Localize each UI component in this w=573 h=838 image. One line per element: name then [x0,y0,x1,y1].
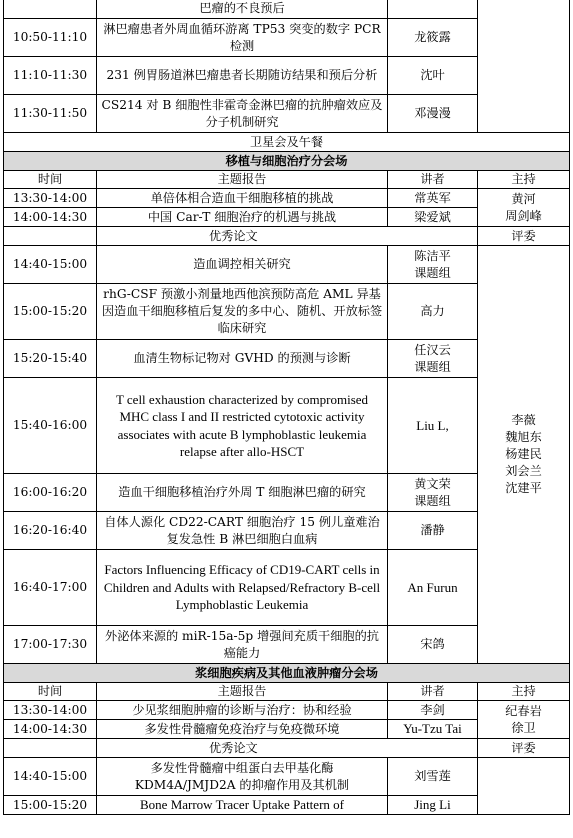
time-cell: 10:50-11:10 [4,19,97,57]
speaker-cell: An Furun [388,550,478,626]
time-cell: 15:40-16:00 [4,378,97,474]
col-header-host: 主持 [478,171,570,189]
table-row [4,189,570,208]
time-cell: 17:00-17:30 [4,626,97,664]
time-cell: 16:40-17:00 [4,550,97,626]
speaker-cell: 李剑 [388,701,478,720]
lunch-row [4,133,570,152]
report-title: 231 例胃肠道淋巴瘤患者长期随访结果和预后分析 [97,57,388,95]
paper-title: 血清生物标记物对 GVHD 的预测与诊断 [97,340,388,378]
paper-title: 自体人源化 CD22-CART 细胞治疗 15 例儿童难治复发急性 B 淋巴细胞白血病 [97,512,388,550]
paper-title: 造血干细胞移植治疗外周 T 细胞淋巴瘤的研究 [97,474,388,512]
col-header-time: 时间 [4,171,97,189]
report-title: 中国 Car-T 细胞治疗的机遇与挑战 [97,208,388,227]
host-names: 黄河 周剑峰 [478,189,570,227]
time-cell: 11:10-11:30 [4,57,97,95]
judge-names: 李薇 魏旭东 杨建民 刘会兰 沈建平 [478,246,570,664]
section-title: 浆细胞疾病及其他血液肿瘤分会场 [4,664,570,683]
speaker-cell: Yu-Tzu Tai [388,720,478,739]
column-header-row [4,171,570,189]
time-cell: 15:00-15:20 [4,796,97,815]
paper-title: Bone Marrow Tracer Uptake Pattern of [97,796,388,815]
speaker-cell: 陈洁平 课题组 [388,246,478,284]
speaker-cell: Jing Li [388,796,478,815]
table-row [4,0,570,19]
papers-label: 优秀论文 [97,739,478,758]
column-header-row [4,683,570,701]
col-header-host: 主持 [478,683,570,701]
speaker-cell: 潘静 [388,512,478,550]
paper-title: Factors Influencing Efficacy of CD19-CART cells in Children and Adults with Relapsed/Refractory B-cell Lymphoblastic Leukemia [97,550,388,626]
speaker-cell: 常英军 [388,189,478,208]
speaker-cell: 高力 [388,284,478,340]
report-title: 多发性骨髓瘤免疫治疗与免疫微环境 [97,720,388,739]
time-cell: 13:30-14:00 [4,189,97,208]
section-title: 移植与细胞治疗分会场 [4,152,570,171]
col-header-time: 时间 [4,683,97,701]
report-title: CS214 对 B 细胞性非霍奇金淋巴瘤的抗肿瘤效应及分子机制研究 [97,95,388,133]
speaker-cell: Liu L, [388,378,478,474]
paper-title: 造血调控相关研究 [97,246,388,284]
paper-title: rhG-CSF 预激小剂量地西他滨预防高危 AML 异基因造血干细胞移植后复发的多中心、随机、开放标签临床研究 [97,284,388,340]
report-title: 淋巴瘤患者外周血循环游离 TP53 突变的数字 PCR 检测 [97,19,388,57]
section-header-row [4,152,570,171]
speaker-cell: 龙筱露 [388,19,478,57]
speaker-cell: 梁爱斌 [388,208,478,227]
report-title: 少见浆细胞肿瘤的诊断与治疗：协和经验 [97,701,388,720]
time-cell: 14:00-14:30 [4,720,97,739]
report-title: 单倍体相合造血干细胞移植的挑战 [97,189,388,208]
host-names: 纪春岩 徐卫 [478,701,570,739]
paper-title: 外泌体来源的 miR-15a-5p 增强间充质干细胞的抗癌能力 [97,626,388,664]
time-cell: 14:40-15:00 [4,758,97,796]
time-cell: 16:00-16:20 [4,474,97,512]
paper-title: 多发性骨髓瘤中组蛋白去甲基化酶 KDM4A/JMJD2A 的抑瘤作用及其机制 [97,758,388,796]
speaker-cell: 宋鸽 [388,626,478,664]
speaker-cell: 刘雪莲 [388,758,478,796]
judges-label: 评委 [478,227,570,246]
schedule-table [3,0,570,815]
col-header-speaker: 讲者 [388,171,478,189]
section-header-row [4,664,570,683]
speaker-cell: 邓漫漫 [388,95,478,133]
speaker-cell: 沈叶 [388,57,478,95]
col-header-topic: 主题报告 [97,683,388,701]
col-header-topic: 主题报告 [97,171,388,189]
speaker-cell: 任汉云 课题组 [388,340,478,378]
papers-label: 优秀论文 [97,227,478,246]
time-cell: 14:00-14:30 [4,208,97,227]
time-cell: 16:20-16:40 [4,512,97,550]
time-cell: 11:30-11:50 [4,95,97,133]
papers-label-row [4,739,570,758]
time-cell: 15:20-15:40 [4,340,97,378]
time-cell: 15:00-15:20 [4,284,97,340]
table-row [4,701,570,720]
time-cell: 13:30-14:00 [4,701,97,720]
speaker-cell: 黄文荣 课题组 [388,474,478,512]
table-row [4,758,570,796]
report-title: 巴瘤的不良预后 [97,0,388,19]
col-header-speaker: 讲者 [388,683,478,701]
paper-title: T cell exhaustion characterized by compromised MHC class I and II restricted cytotoxic activity associates with acute B lymphoblastic leukemia relapse after allo-HSCT [97,378,388,474]
table-row [4,246,570,284]
judges-label: 评委 [478,739,570,758]
papers-label-row [4,227,570,246]
time-cell: 14:40-15:00 [4,246,97,284]
lunch-label: 卫星会及午餐 [4,133,570,152]
